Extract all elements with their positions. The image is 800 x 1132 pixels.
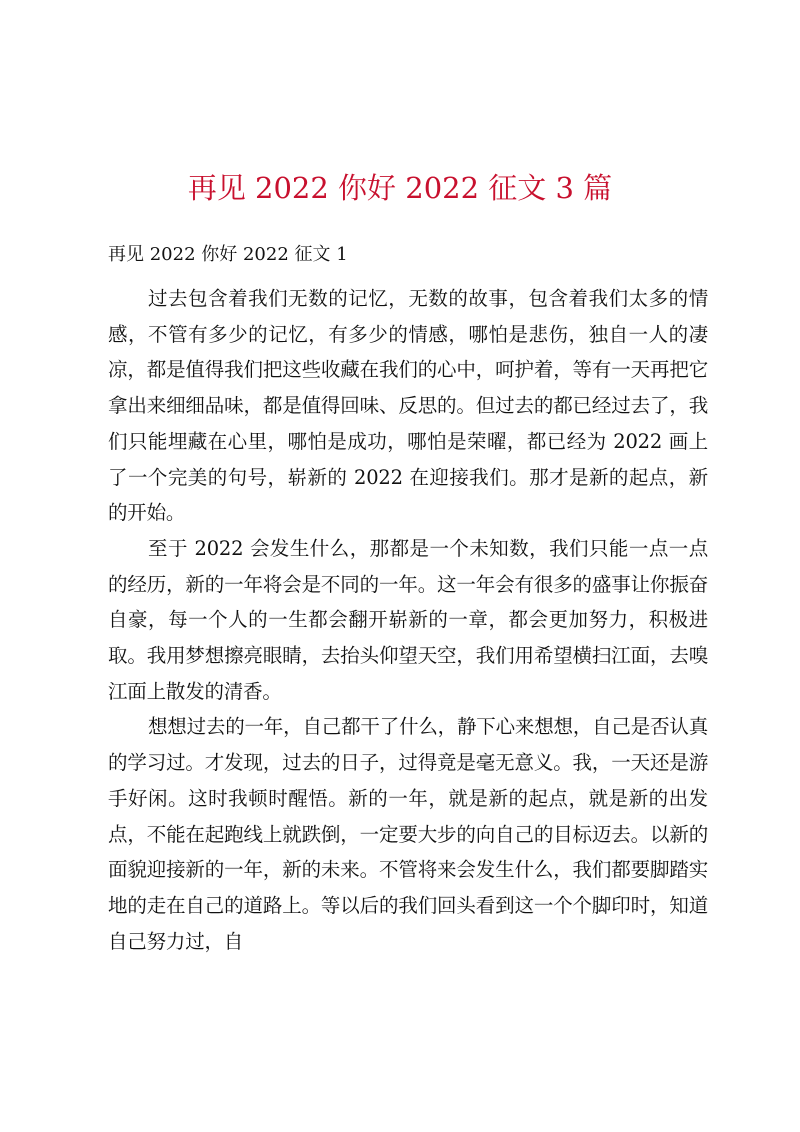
document-title: 再见 2022 你好 2022 征文 3 篇	[187, 171, 613, 205]
paragraph-3: 想想过去的一年，自己都干了什么，静下心来想想，自己是否认真的学习过。才发现，过去的日子，过得竟是毫无意义。我，一天还是游手好闲。这时我顿时醒悟。新的一年，就是新的起点，就是新的出发点，不能在起跑线上就跌倒，一定要大步的向自己的目标迈去。以新的面貌迎接新的一年，新的未来。不管将来会发生什么，我们都要脚踏实地的走在自己的道路上。等以后的我们回头看到这一个个脚印时，知道自己努力过，自	[108, 715, 708, 953]
section-heading: 再见 2022 你好 2022 征文 1	[108, 244, 348, 265]
paragraph-1: 过去包含着我们无数的记忆，无数的故事，包含着我们太多的情感，不管有多少的记忆，有多少的情感，哪怕是悲伤，独自一人的凄凉，都是值得我们把这些收藏在我们的心中，呵护着，等有一天再把它拿出来细细品味，都是值得回味、反思的。但过去的都已经过去了，我们只能埋藏在心里，哪怕是成功，哪怕是荣曜，都已经为 2022 画上了一个完美的句号，崭新的 2022 在迎接我们。那才是新的起点，新的开始。	[108, 287, 708, 525]
document-body	[108, 281, 708, 959]
paragraph-2: 至于 2022 会发生什么，那都是一个未知数，我们只能一点一点的经历，新的一年将会是不同的一年。这一年会有很多的盛事让你振奋自豪，每一个人的一生都会翻开崭新的一章，都会更加努力，积极进取。我用梦想擦亮眼睛，去抬头仰望天空，我们用希望横扫江面，去嗅江面上散发的清香。	[108, 536, 708, 703]
